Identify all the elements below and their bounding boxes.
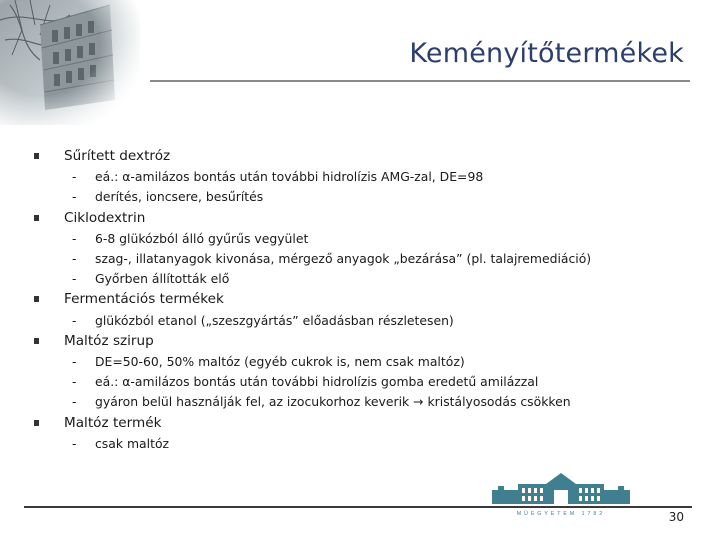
dash-icon: - [72, 312, 77, 328]
item-label: Ciklodextrin [64, 209, 146, 226]
square-bullet-icon [34, 215, 39, 221]
sub-item-text: szag-, illatanyagok kivonása, mérgező anyagok „bezárása” (pl. talajremediáció) [95, 251, 592, 267]
sub-item-text: eá.: α-amilázos bontás után további hidrolízis AMG-zal, DE=98 [95, 169, 484, 185]
square-bullet-icon [34, 420, 39, 426]
list-item [34, 413, 684, 434]
sub-item-text: csak maltóz [95, 435, 170, 451]
square-bullet-icon [34, 296, 39, 302]
bullet-list [34, 146, 684, 454]
dash-icon: - [72, 189, 77, 205]
dash-icon: - [72, 394, 77, 410]
sub-item [34, 372, 684, 392]
logo-text: MŰEGYETEM 1782 [516, 511, 606, 517]
list-item [34, 208, 684, 229]
sub-item-text: glükózból etanol („szeszgyártás” előadásban részletesen) [95, 312, 454, 328]
university-logo [488, 470, 634, 518]
sub-item [34, 229, 684, 249]
sub-item-text: eá.: α-amilázos bontás után további hidrolízis gomba eredetű amilázzal [95, 374, 539, 390]
sub-item [34, 392, 684, 412]
list-item [34, 289, 684, 310]
square-bullet-icon [34, 338, 39, 344]
dash-icon: - [72, 374, 77, 390]
sub-item [34, 269, 684, 289]
sub-item-text: derítés, ioncsere, besűrítés [95, 189, 264, 205]
dash-icon: - [72, 230, 77, 246]
title-divider [150, 80, 690, 82]
dash-icon: - [72, 251, 77, 267]
dash-icon: - [72, 169, 77, 185]
square-bullet-icon [34, 153, 39, 159]
sub-item-text: gyáron belül használják fel, az izocukorhoz keverik → kristályosodás csökken [95, 394, 571, 410]
list-item [34, 146, 684, 167]
item-label: Fermentációs termékek [64, 291, 224, 308]
sub-item-text: 6-8 glükózból álló gyűrűs vegyület [95, 230, 309, 246]
footer-divider [24, 506, 692, 508]
sub-item [34, 311, 684, 331]
dash-icon: - [72, 271, 77, 287]
slide-title: Keményítőtermékek [409, 38, 684, 69]
list-item [34, 331, 684, 352]
sub-item-text: Győrben állították elő [95, 271, 230, 287]
item-label: Maltóz termék [64, 414, 162, 431]
page-number: 30 [668, 510, 684, 524]
sub-item [34, 352, 684, 372]
sub-item-text: DE=50-60, 50% maltóz (egyéb cukrok is, nem csak maltóz) [95, 354, 465, 370]
sub-item [34, 434, 684, 454]
sub-item [34, 249, 684, 269]
building-photo [0, 0, 140, 125]
dash-icon: - [72, 435, 77, 451]
sub-item [34, 187, 684, 207]
dash-icon: - [72, 354, 77, 370]
item-label: Maltóz szirup [64, 332, 154, 349]
sub-item [34, 167, 684, 187]
item-label: Sűrített dextróz [64, 148, 171, 164]
